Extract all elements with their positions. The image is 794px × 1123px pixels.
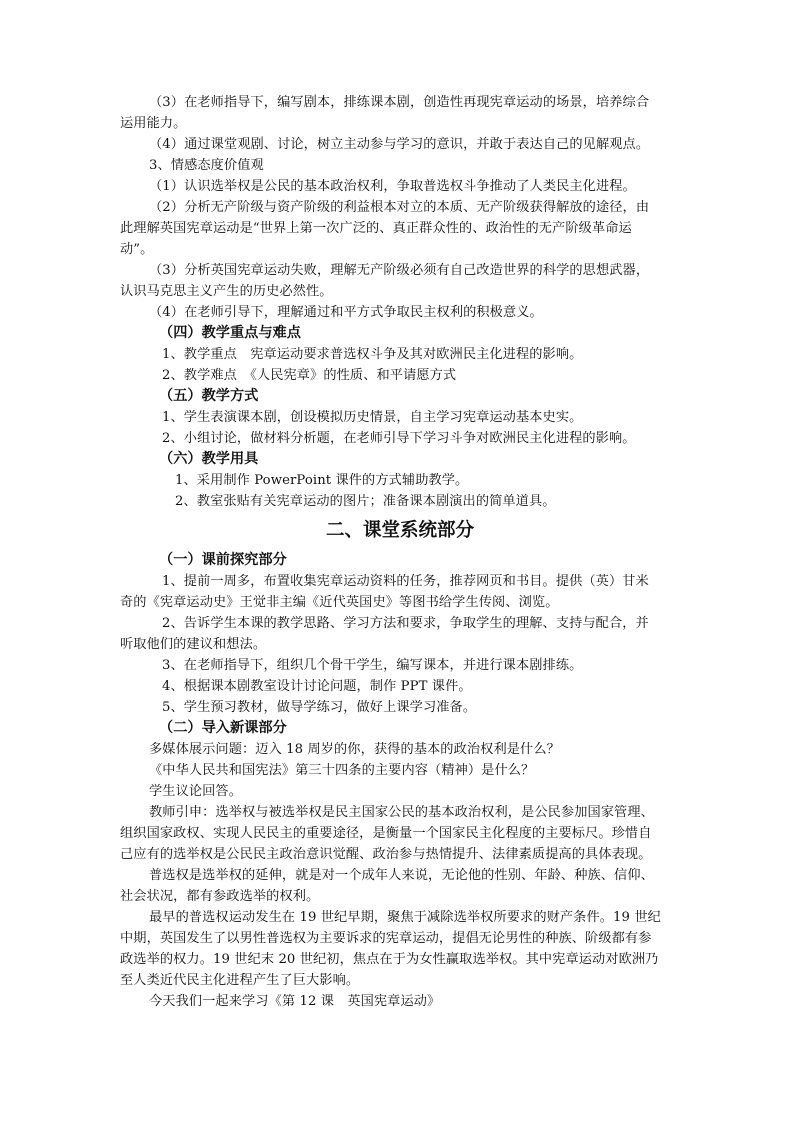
section-heading-6: （六）教学用具: [159, 451, 259, 467]
text-line: （1）认识选举权是公民的基本政治权利，争取普选权斗争推动了人类民主化进程。: [149, 179, 636, 194]
text-line: 社会状况，都有参政选举的权利。: [120, 889, 320, 904]
text-line: 政选举的权力。19 世纪末 20 世纪初，焦点在于为女性赢取选举权。其中宪章运动对欧洲乃: [120, 952, 659, 967]
text-line: 动”。: [120, 242, 154, 257]
text-line: 3、在老师指导下，组织几个骨干学生，编写课本，并进行课本剧排练。: [162, 658, 583, 673]
text-line: 最早的普选权运动发生在 19 世纪早期，聚焦于减除选举权所要求的财产条件。19 世纪: [149, 910, 661, 925]
part-title: 二、课堂系统部分: [325, 520, 474, 541]
text-line: 己应有的选举权是公民民主政治意识觉醒、政治参与热情提升、法律素质提高的具体表现。: [120, 847, 652, 862]
text-line: 今天我们一起来学习《第 12 课 英国宪章运动》: [149, 994, 441, 1009]
text-line: 至人类近代民主化进程产生了巨大影响。: [120, 973, 360, 988]
text-line: 普选权是选举权的延伸，就是对一个成年人来说，无论他的性别、年龄、种族、信仰、: [149, 868, 654, 883]
section-heading-5: （五）教学方式: [159, 388, 259, 404]
section-heading-4: （四）教学重点与难点: [159, 325, 301, 341]
text-line: 5、学生预习教材，做导学练习，做好上课学习准备。: [162, 700, 477, 715]
list-item: 2、小组讨论，做材料分析题，在老师引导下学习斗争对欧洲民主化进程的影响。: [162, 431, 636, 446]
text-line: 中期，英国发生了以男性普选权为主要诉求的宪章运动，提倡无论男性的种族、阶级都有参: [120, 931, 652, 946]
list-item: 1、教学重点 宪章运动要求普选权斗争及其对欧洲民主化进程的影响。: [162, 347, 583, 362]
text-line: 4、根据课本剧教室设计讨论问题，制作 PPT 课件。: [162, 679, 472, 694]
text-line: （3）在老师指导下，编写剧本，排练课本剧，创造性再现宪章运动的场景，培养综合: [149, 95, 650, 110]
list-item: 2、教学难点 《人民宪章》的性质、和平请愿方式: [162, 368, 457, 383]
list-item: 1、采用制作 PowerPoint 课件的方式辅助教学。: [175, 473, 469, 488]
text-line: 《中华人民共和国宪法》第三十四条的主要内容（精神）是什么？: [149, 763, 535, 778]
text-line: 奇的《宪章运动史》王觉非主编《近代英国史》等图书给学生传阅、浏览。: [120, 595, 559, 610]
text-line: （2）分析无产阶级与资产阶级的利益根本对立的本质、无产阶级获得解放的途径，由: [149, 200, 650, 215]
text-line: 2、告诉学生本课的教学思路、学习方法和要求，争取学生的理解、支持与配合，并: [162, 616, 649, 631]
text-line: 多媒体展示问题：迈入 18 周岁的你，获得的基本的政治权利是什么？: [149, 742, 560, 757]
text-line: 认识马克思主义产生的历史必然性。: [120, 284, 333, 299]
text-line: （3）分析英国宪章运动失败，理解无产阶级必须有自己改造世界的科学的思想武器，: [149, 263, 650, 278]
text-line: 教师引申：选举权与被选举权是民主国家公民的基本政治权利，是公民参加国家管理、: [149, 805, 654, 820]
text-line: 运用能力。: [120, 116, 187, 131]
text-line: （4）在老师引导下，理解通过和平方式争取民主权利的积极意义。: [149, 305, 543, 320]
text-line: 组织国家政权、实现人民民主的重要途径，是衡量一个国家民主化程度的主要标尺。珍惜自: [120, 826, 652, 841]
text-line: 听取他们的建议和想法。: [120, 637, 267, 652]
list-item: 2、教室张贴有关宪章运动的图片；准备课本剧演出的简单道具。: [175, 494, 556, 509]
text-line: 学生议论回答。: [149, 784, 243, 799]
text-line: 此理解英国宪章运动是“世界上第一次广泛的、真正群众性的、政治性的无产阶级革命运: [120, 221, 632, 236]
text-line: （4）通过课堂观剧、讨论，树立主动参与学习的意识，并敢于表达自己的见解观点。: [149, 137, 650, 152]
document-page: [120, 92, 680, 1012]
subsection-title-preclass: （一）课前探究部分: [159, 552, 287, 568]
subsection-heading: 3、情感态度价值观: [149, 158, 264, 173]
list-item: 1、学生表演课本剧，创设模拟历史情景，自主学习宪章运动基本史实。: [162, 410, 583, 425]
subsection-title-intro: （二）导入新课部分: [159, 720, 287, 736]
text-line: 1、提前一周多，布置收集宪章运动资料的任务，推荐网页和书目。提供（英）甘米: [162, 574, 649, 589]
